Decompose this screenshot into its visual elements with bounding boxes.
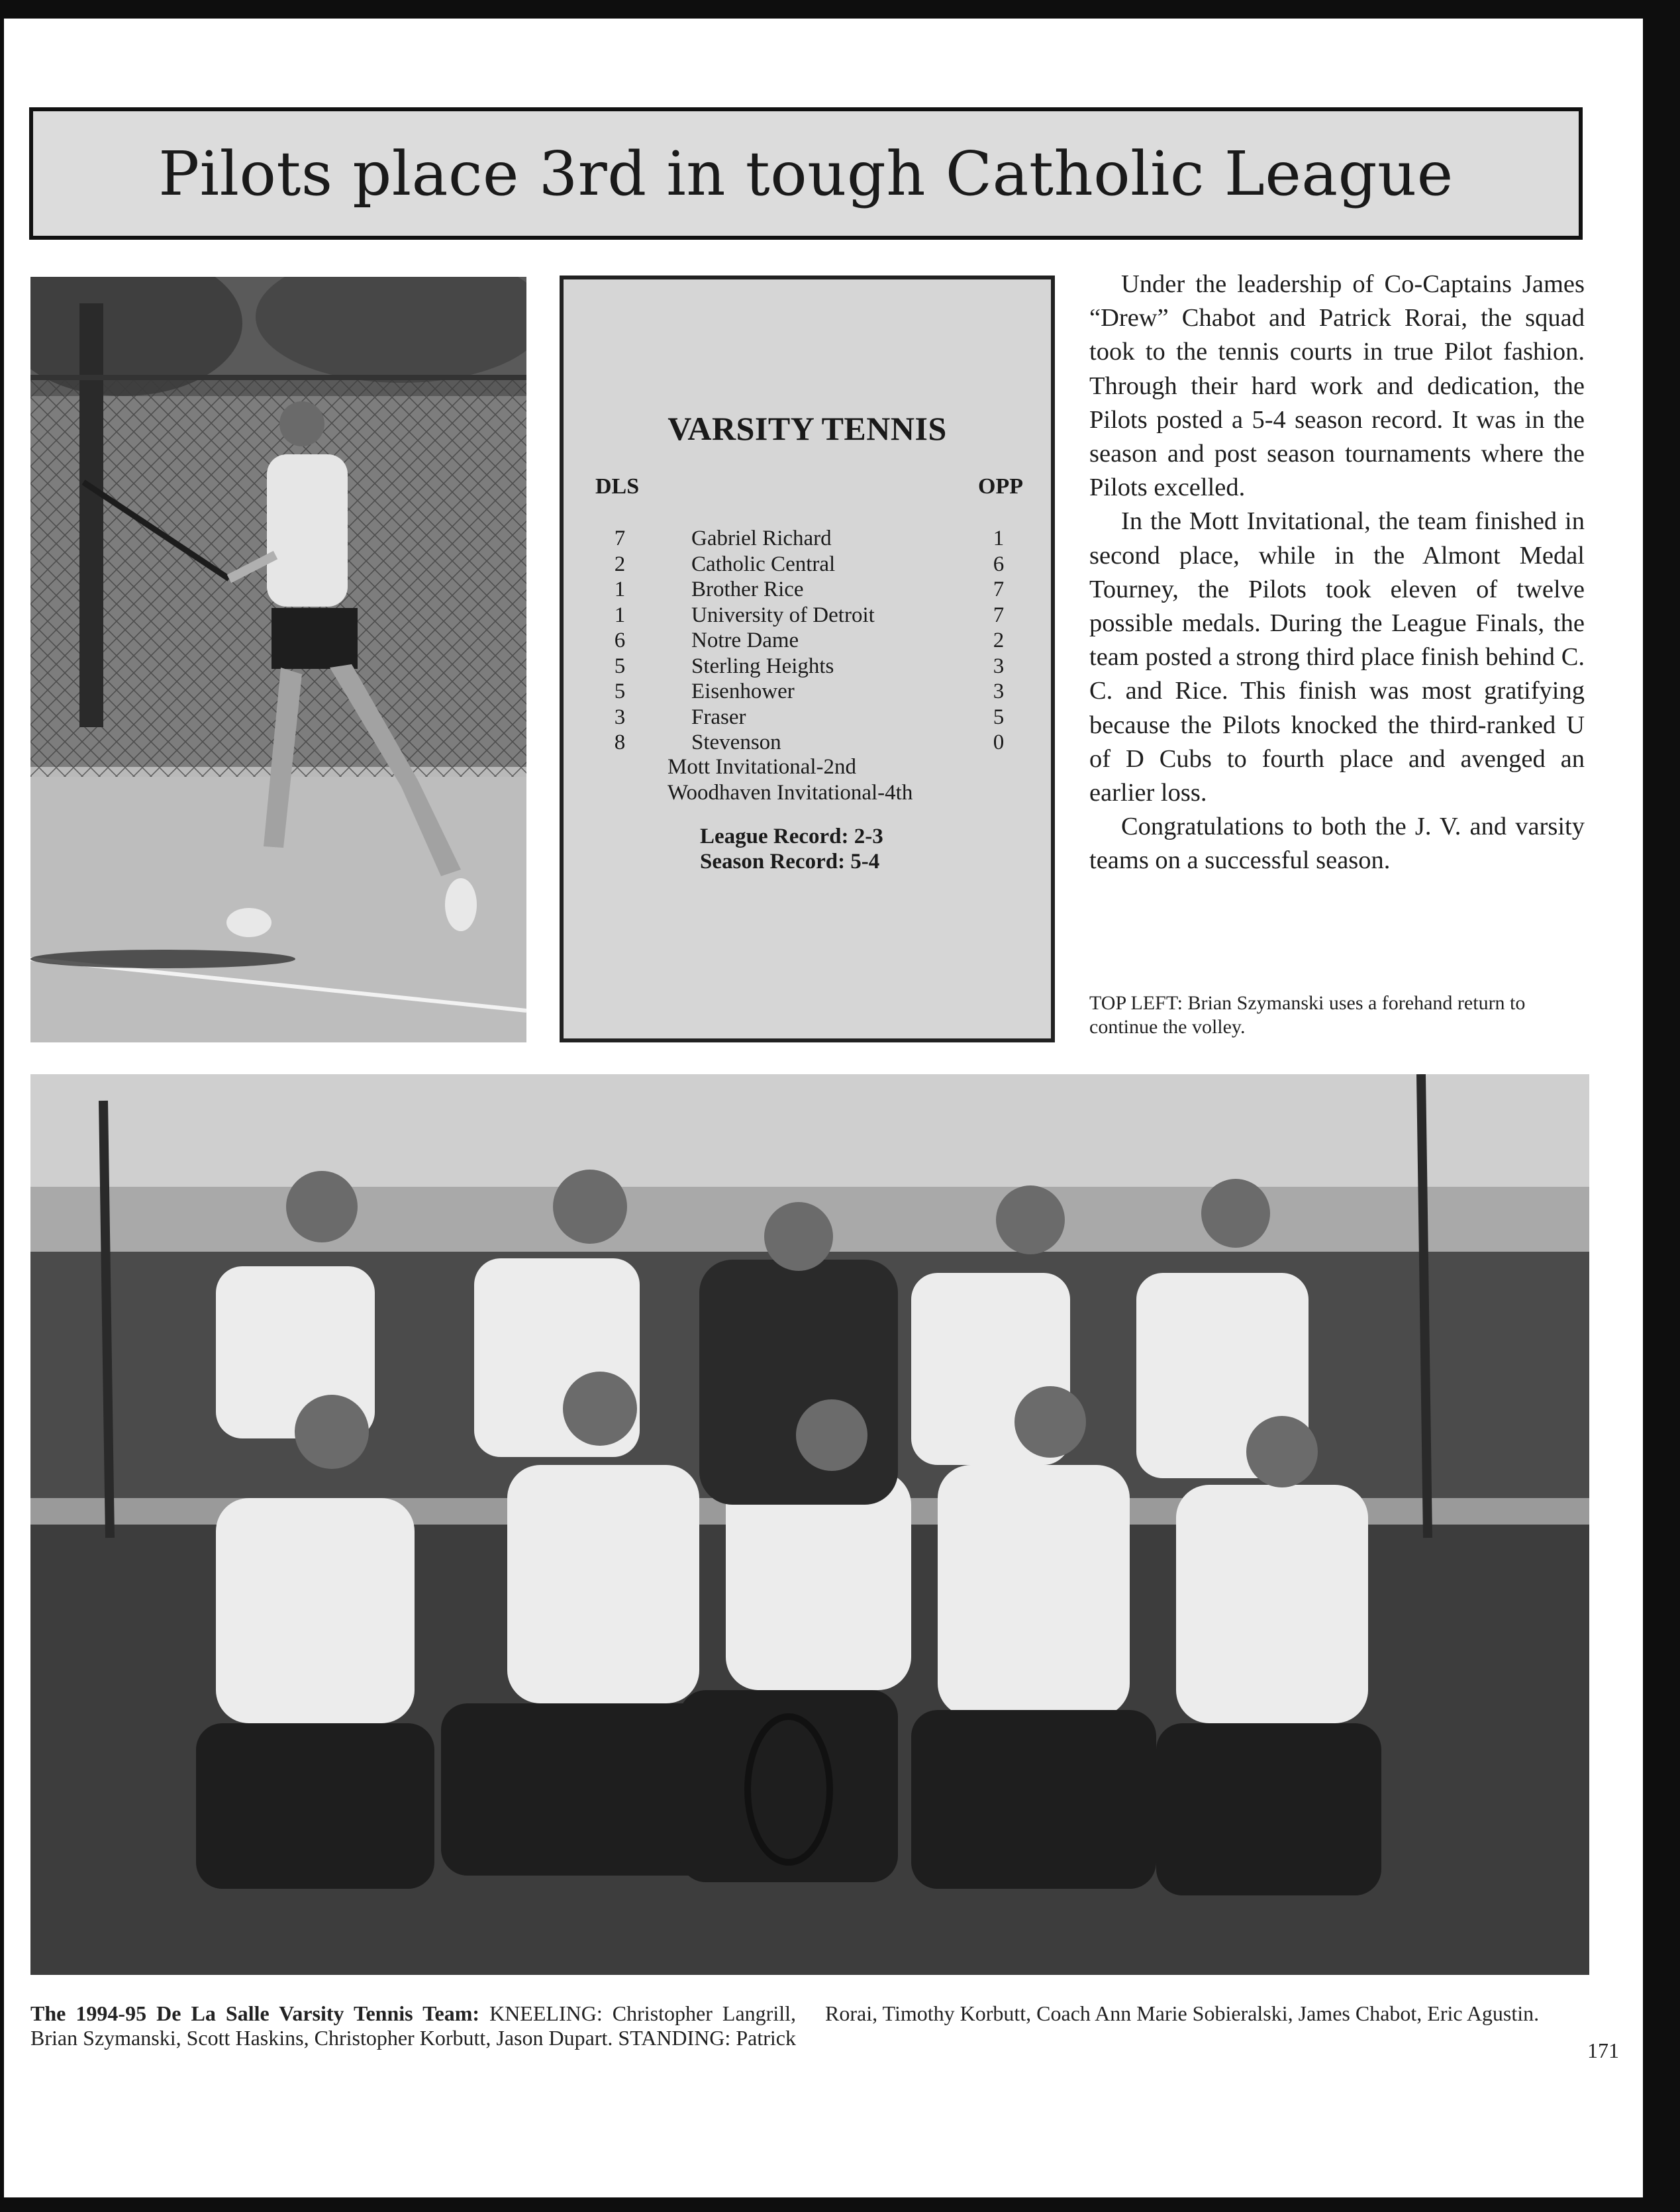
dls-score: 1 <box>614 578 626 601</box>
result-row <box>564 526 1051 552</box>
result-row <box>564 552 1051 578</box>
opp-score: 7 <box>993 578 1005 601</box>
opp-score: 0 <box>993 730 1005 754</box>
headline-banner <box>29 107 1583 240</box>
dls-score: 8 <box>614 730 626 754</box>
opp-score: 5 <box>993 705 1005 729</box>
tournament-results <box>667 754 913 806</box>
dls-score: 3 <box>614 705 626 729</box>
result-row <box>564 603 1051 628</box>
season-records <box>700 824 883 874</box>
opp-score: 1 <box>993 527 1005 550</box>
season-record: Season Record: 5-4 <box>700 850 880 874</box>
result-row <box>564 679 1051 705</box>
opponent-name: Notre Dame <box>691 628 799 652</box>
dls-score: 5 <box>614 679 626 703</box>
result-row <box>564 654 1051 679</box>
opp-score: 3 <box>993 654 1005 678</box>
result-row <box>564 730 1051 756</box>
story-paragraph: In the Mott Invitational, the team finished in second place, while in the Almont Medal Tourney, the Pilots took eleven of twelve possible medals. During the League Finals, the team posted a strong third place finish behind C. C. and Rice. This finish was most gratifying because the Pilots knocked the third-ranked U of D Cubs to fourth place and avenged an earlier loss. <box>1089 507 1585 807</box>
opponent-name: Eisenhower <box>691 679 795 703</box>
opp-score: 6 <box>993 552 1005 576</box>
story-paragraph: Congratulations to both the J. V. and varsity teams on a successful season. <box>1089 813 1585 875</box>
scan-border-bottom <box>0 2197 1680 2212</box>
opponent-name: Catholic Central <box>691 552 836 576</box>
dls-score: 2 <box>614 552 626 576</box>
dls-column-header: DLS <box>595 474 640 499</box>
dls-score: 5 <box>614 654 626 678</box>
opponent-name: University of Detroit <box>691 603 875 627</box>
scan-border-top <box>0 0 1680 19</box>
opp-column-header: OPP <box>978 474 1023 499</box>
opponent-name: Gabriel Richard <box>691 527 832 550</box>
story-paragraph: Under the leadership of Co-Captains James “Drew” Chabot and Patrick Rorai, the squad took to the tennis courts in true Pilot fashion. Through their hard work and dedication, the Pilots posted a 5-4 season record. It was in the season and post season tournaments where the Pilots excelled. <box>1089 270 1585 502</box>
team-caption-names: KNEELING: Christopher Langrill, Brian Szymanski, Scott Haskins, Christopher Korbutt, Jason Dupart. STANDING: Patrick Rorai, Timothy Korbutt, Coach Ann Marie Sobieralski, James Chabot, Eric Agustin. <box>30 2001 1540 2050</box>
tennis-player-photo <box>30 277 526 1042</box>
story-text <box>1089 268 1585 878</box>
opp-score: 3 <box>993 679 1005 703</box>
league-record: League Record: 2-3 <box>700 825 883 848</box>
result-row <box>564 705 1051 730</box>
top-left-photo-caption: TOP LEFT: Brian Szymanski uses a forehand return to continue the volley. <box>1089 992 1526 1038</box>
team-caption-lead: The 1994-95 De La Salle Varsity Tennis Team: <box>30 2001 480 2025</box>
opponent-name: Sterling Heights <box>691 654 834 678</box>
team-photo-caption <box>30 2001 1591 2050</box>
dls-score: 7 <box>614 527 626 550</box>
scan-border-right <box>1643 0 1680 2212</box>
opp-score: 2 <box>993 628 1005 652</box>
opponent-name: Brother Rice <box>691 578 804 601</box>
page-number: 171 <box>1587 2038 1619 2062</box>
tournament-result: Mott Invitational-2nd <box>667 755 857 779</box>
opponent-name: Fraser <box>691 705 746 729</box>
dls-score: 6 <box>614 628 626 652</box>
varsity-tennis-results-box <box>560 276 1055 1042</box>
result-row <box>564 628 1051 654</box>
opp-score: 7 <box>993 603 1005 627</box>
scan-border-left <box>0 0 4 2212</box>
page-headline: Pilots place 3rd in tough Catholic League <box>158 138 1454 209</box>
dls-score: 1 <box>614 603 626 627</box>
result-row <box>564 577 1051 603</box>
tournament-result: Woodhaven Invitational-4th <box>667 781 913 805</box>
opponent-name: Stevenson <box>691 730 781 754</box>
results-title: VARSITY TENNIS <box>667 410 947 447</box>
results-list <box>564 526 1051 756</box>
team-photo <box>30 1074 1589 1975</box>
